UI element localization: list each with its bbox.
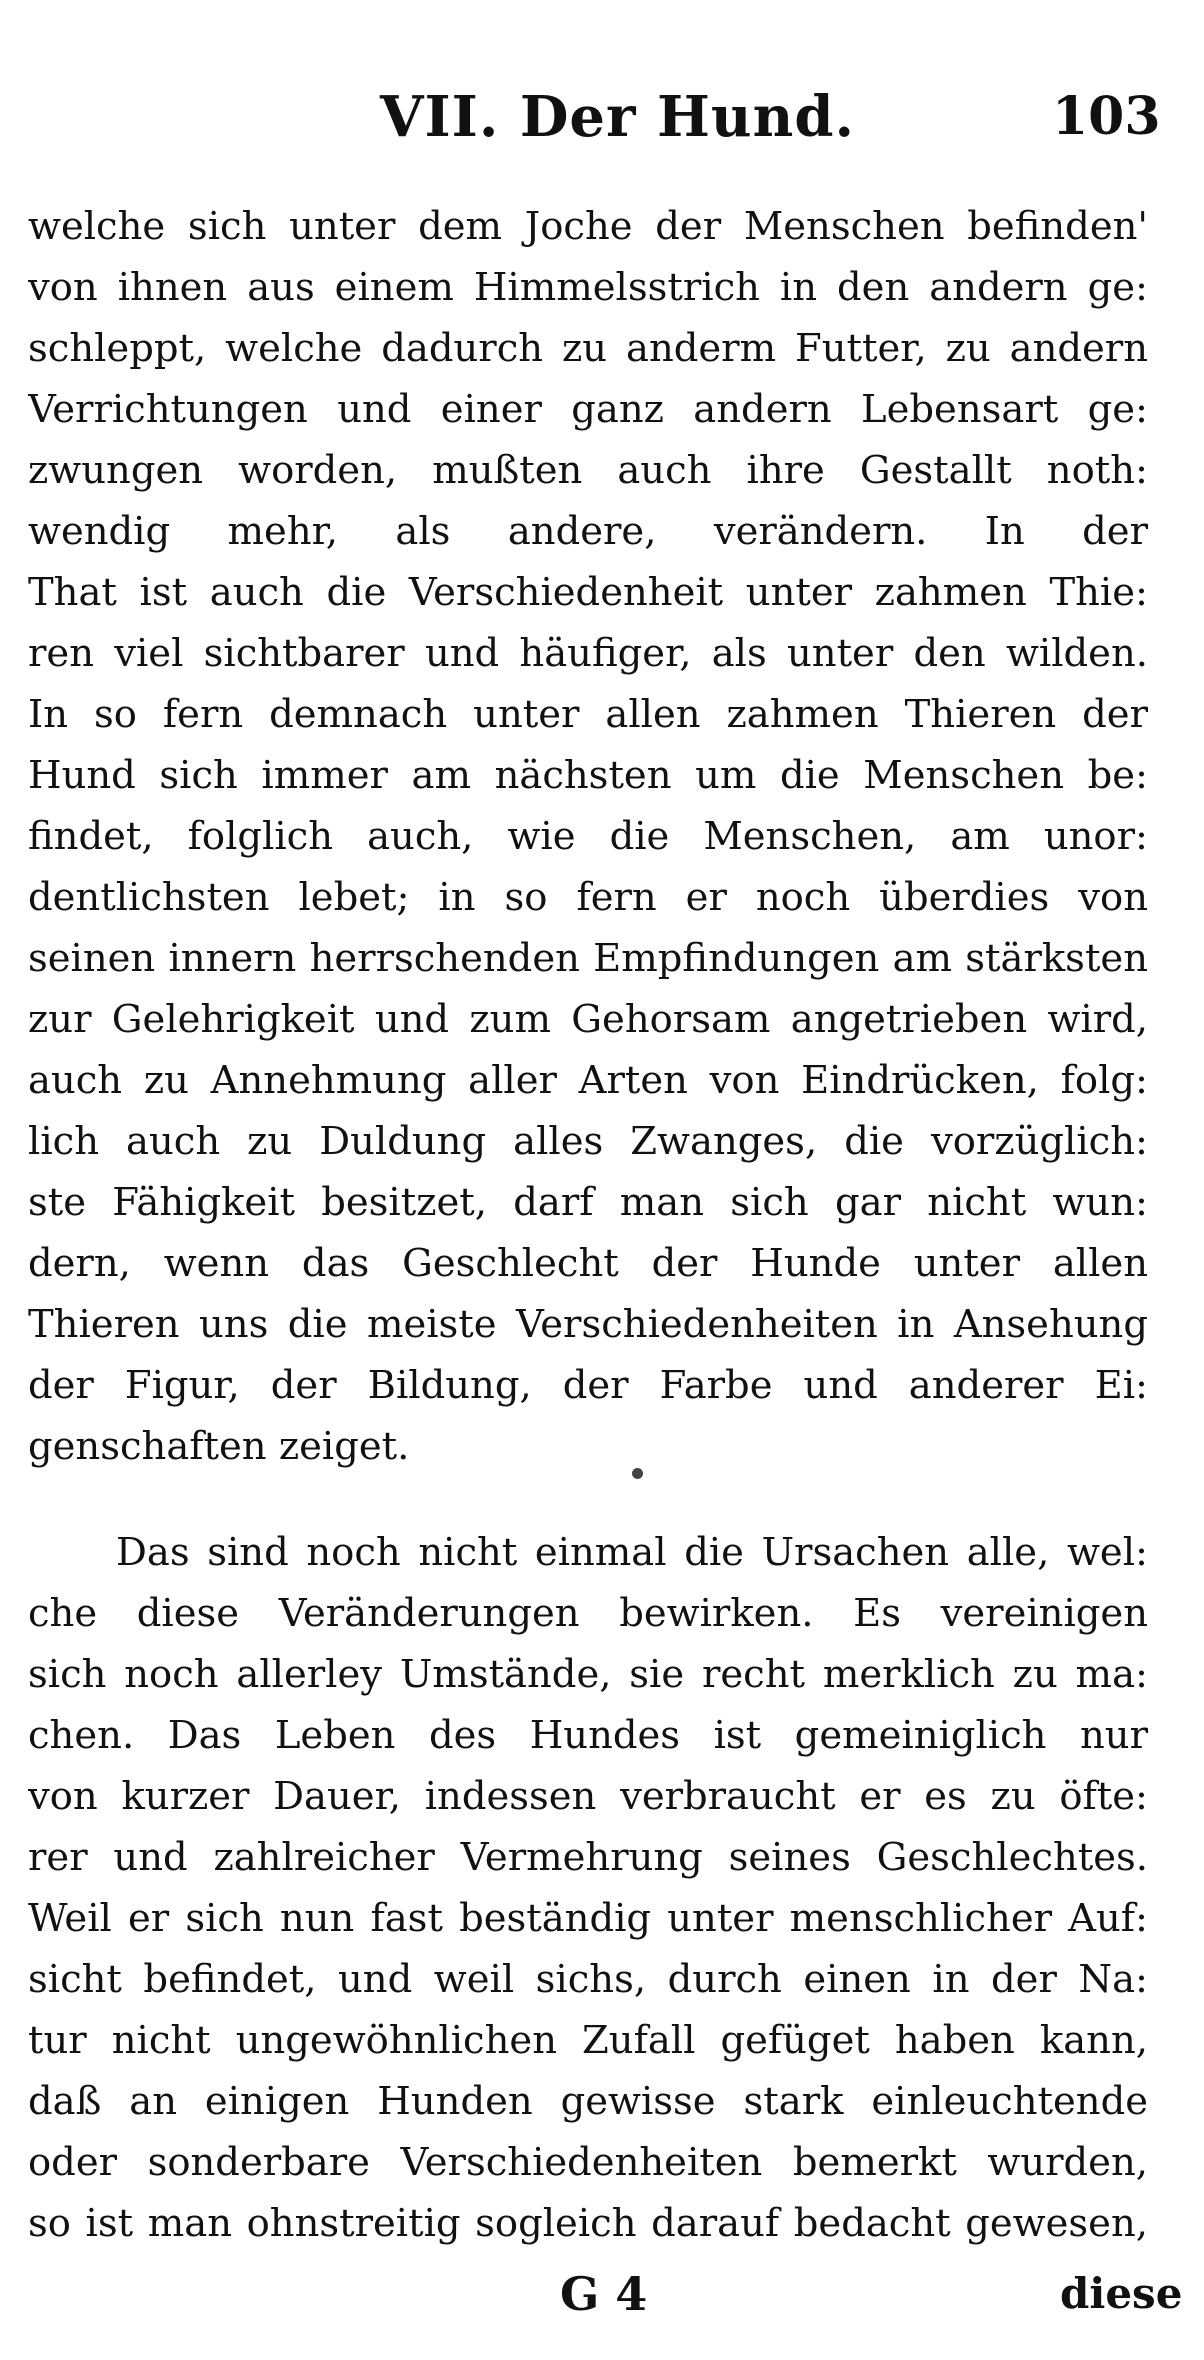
catchword: diese <box>1060 2269 1183 2318</box>
page-number: 103 <box>1052 86 1161 147</box>
text-line: der Figur, der Bildung, der Farbe und anderer Ei: <box>28 1363 1148 1408</box>
text-line: so ist man ohnstreitig sogleich darauf bedacht gewesen, <box>28 2201 1148 2246</box>
text-line: daß an einigen Hunden gewisse stark einleuchtende <box>28 2079 1148 2124</box>
text-line: oder sonderbare Verschiedenheiten bemerkt wurden, <box>28 2140 1148 2185</box>
text-line: tur nicht ungewöhnlichen Zufall gefüget haben kann, <box>28 2018 1148 2063</box>
signature-mark: G 4 <box>560 2267 648 2321</box>
paragraph-1 <box>28 196 1148 1477</box>
text-line: auch zu Annehmung aller Arten von Eindrücken, folg: <box>28 1058 1148 1103</box>
text-line: Weil er sich nun fast beständig unter menschlicher Auf: <box>28 1896 1148 1941</box>
text-line: Verrichtungen und einer ganz andern Lebensart ge: <box>28 387 1148 432</box>
text-line: ren viel sichtbarer und häufiger, als unter den wilden. <box>28 631 1148 676</box>
text-line: wendig mehr, als andere, verändern. In der <box>28 509 1148 554</box>
text-line: Hund sich immer am nächsten um die Menschen be: <box>28 753 1148 798</box>
text-line: findet, folglich auch, wie die Menschen, am unor: <box>28 814 1148 859</box>
text-line: schleppt, welche dadurch zu anderm Futter, zu andern <box>28 326 1148 371</box>
text-line: Das sind noch nicht einmal die Ursachen alle, wel: <box>116 1530 1148 1575</box>
text-line: zwungen worden, mußten auch ihre Gestallt noth: <box>28 448 1148 493</box>
text-line: dentlichsten lebet; in so fern er noch überdies von <box>28 875 1148 920</box>
text-line: genschaften zeiget. <box>28 1424 410 1469</box>
text-line: sich noch allerley Umstände, sie recht merklich zu ma: <box>28 1652 1148 1697</box>
text-line: chen. Das Leben des Hundes ist gemeiniglich nur <box>28 1713 1148 1758</box>
text-line: dern, wenn das Geschlecht der Hunde unter allen <box>28 1241 1148 1286</box>
text-line: lich auch zu Duldung alles Zwanges, die vorzüglich: <box>28 1119 1148 1164</box>
page-footer <box>0 2262 1204 2326</box>
text-line: ste Fähigkeit besitzet, darf man sich gar nicht wun: <box>28 1180 1148 1225</box>
text-line: welche sich unter dem Joche der Menschen befinden' <box>28 204 1148 249</box>
text-line: von kurzer Dauer, indessen verbraucht er es zu öfte: <box>28 1774 1148 1819</box>
text-line: zur Gelehrigkeit und zum Gehorsam angetrieben wird, <box>28 997 1148 1042</box>
text-line: von ihnen aus einem Himmelsstrich in den andern ge: <box>28 265 1148 310</box>
text-line: rer und zahlreicher Vermehrung seines Geschlechtes. <box>28 1835 1148 1880</box>
text-line: che diese Veränderungen bewirken. Es vereinigen <box>28 1591 1148 1636</box>
chapter-title: VII. Der Hund. <box>380 84 856 150</box>
text-line: seinen innern herrschenden Empfindungen am stärksten <box>28 936 1148 981</box>
text-line: sicht befindet, und weil sichs, durch einen in der Na: <box>28 1957 1148 2002</box>
text-line: That ist auch die Verschiedenheit unter zahmen Thie: <box>28 570 1148 615</box>
running-head <box>0 82 1204 152</box>
ink-spot <box>632 1468 643 1479</box>
paragraph-2 <box>28 1522 1148 2254</box>
text-line: Thieren uns die meiste Verschiedenheiten in Ansehung <box>28 1302 1148 1347</box>
text-line: In so fern demnach unter allen zahmen Thieren der <box>28 692 1148 737</box>
